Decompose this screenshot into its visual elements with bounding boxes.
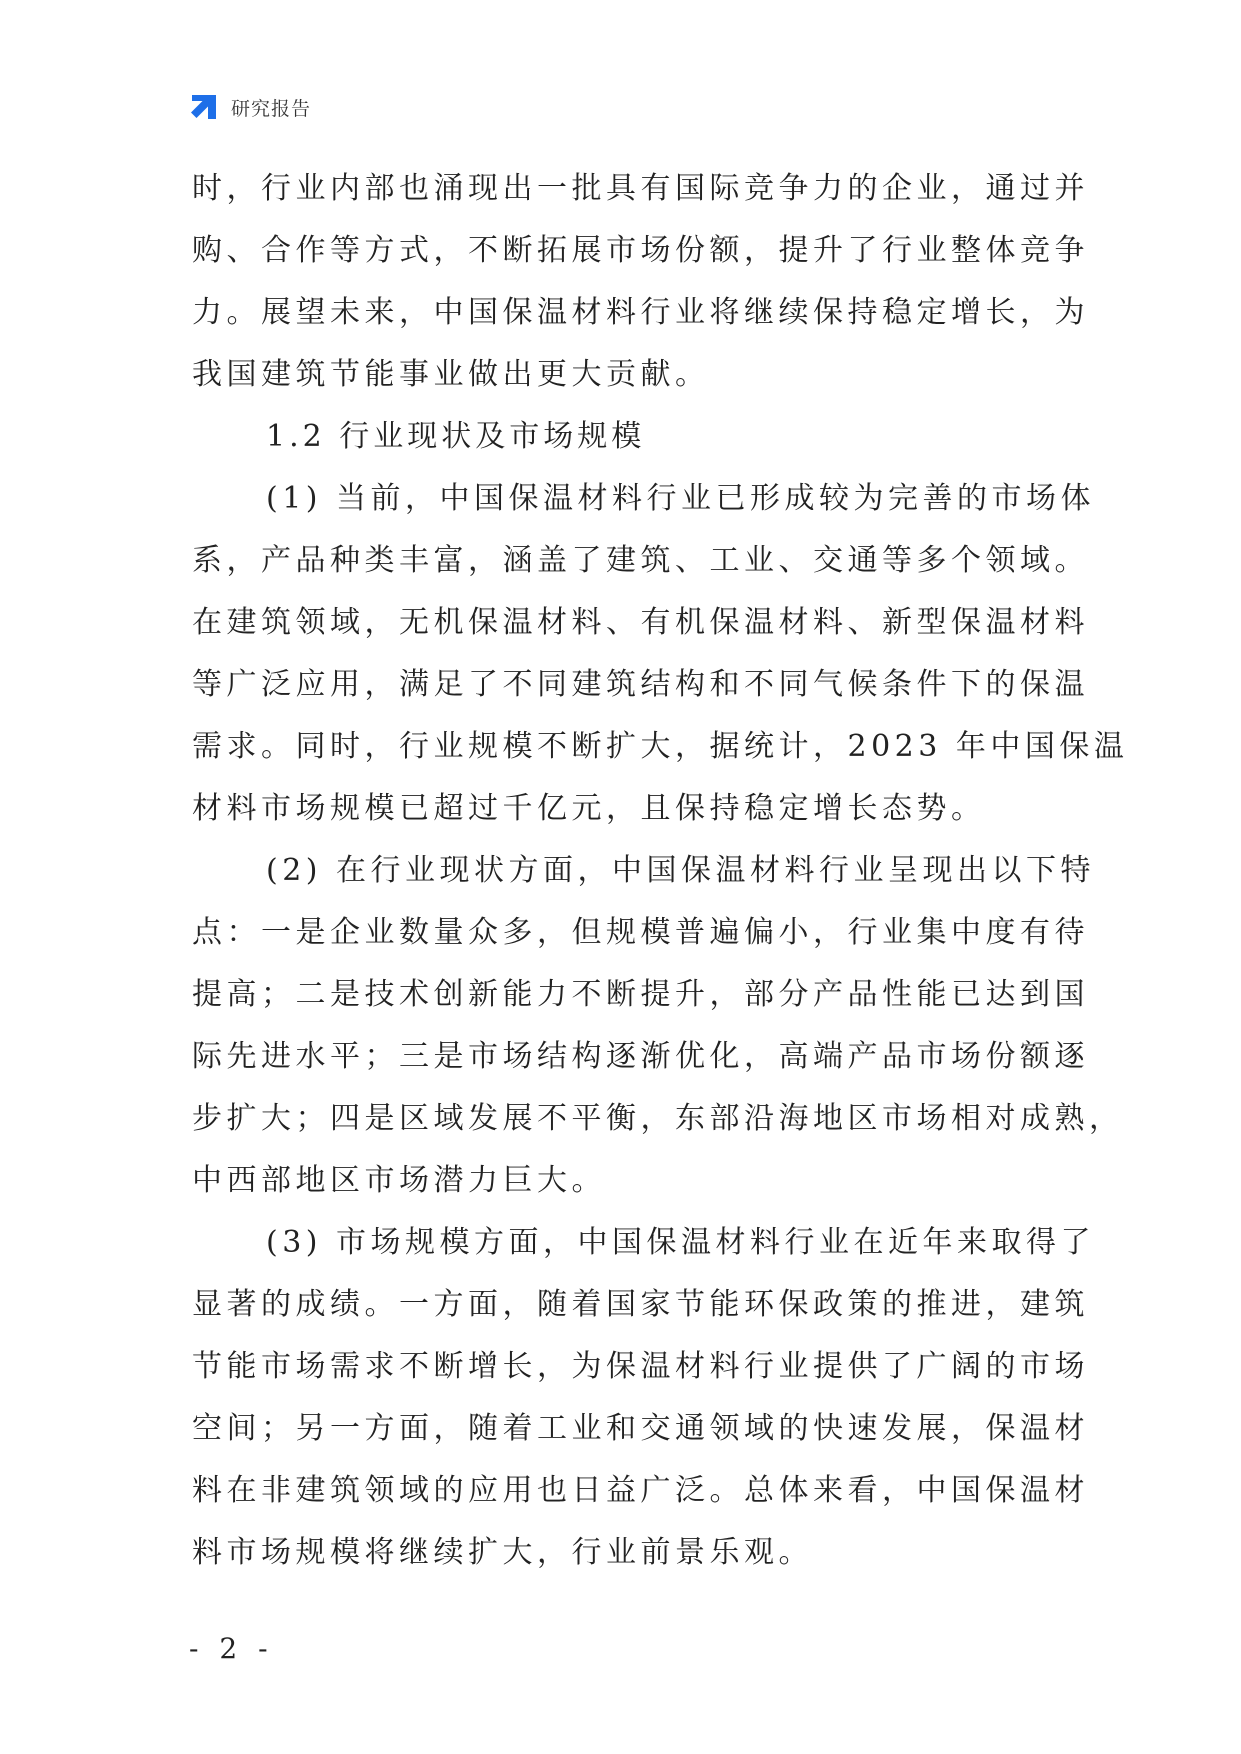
text-line: 空间；另一方面，随着工业和交通领域的快速发展，保温材: [192, 1411, 1089, 1446]
paragraph: [192, 158, 1089, 406]
text-line: 料市场规模将继续扩大，行业前景乐观。: [192, 1535, 813, 1570]
text-line: (1) 当前，中国保温材料行业已形成较为完善的市场体: [266, 481, 1096, 516]
arrow-logo-icon: [188, 91, 220, 123]
text-line: (3) 市场规模方面，中国保温材料行业在近年来取得了: [266, 1225, 1096, 1260]
text-line: 在建筑领域，无机保温材料、有机保温材料、新型保温材料: [192, 605, 1089, 640]
text-line: 力。展望未来，中国保温材料行业将继续保持稳定增长，为: [192, 295, 1089, 330]
text-line: 我国建筑节能事业做出更大贡献。: [192, 357, 710, 392]
text-line: 步扩大；四是区域发展不平衡，东部沿海地区市场相对成熟，: [192, 1101, 1124, 1136]
text-line: 中西部地区市场潜力巨大。: [192, 1163, 606, 1198]
text-line: 点：一是企业数量众多，但规模普遍偏小，行业集中度有待: [192, 915, 1089, 950]
text-line: 际先进水平；三是市场结构逐渐优化，高端产品市场份额逐: [192, 1039, 1089, 1074]
section-heading: 1.2 行业现状及市场规模: [266, 419, 646, 454]
text-line: 料在非建筑领域的应用也日益广泛。总体来看，中国保温材: [192, 1473, 1089, 1508]
text-line: 材料市场规模已超过千亿元，且保持稳定增长态势。: [192, 791, 986, 826]
page-number: - 2 -: [189, 1632, 274, 1665]
text-line: 提高；二是技术创新能力不断提升，部分产品性能已达到国: [192, 977, 1089, 1012]
paragraph: [192, 468, 1129, 840]
text-line: 时，行业内部也涌现出一批具有国际竞争力的企业，通过并: [192, 171, 1089, 206]
page-header: [188, 90, 311, 124]
text-line: 需求。同时，行业规模不断扩大，据统计，2023 年中国保温: [192, 729, 1129, 764]
text-line: 节能市场需求不断增长，为保温材料行业提供了广阔的市场: [192, 1349, 1089, 1384]
document-body: [192, 158, 1129, 1584]
header-title: 研究报告: [231, 97, 312, 120]
text-line: 显著的成绩。一方面，随着国家节能环保政策的推进，建筑: [192, 1287, 1089, 1322]
text-line: 系，产品种类丰富，涵盖了建筑、工业、交通等多个领域。: [192, 543, 1089, 578]
text-line: (2) 在行业现状方面，中国保温材料行业呈现出以下特: [266, 853, 1096, 888]
paragraph: [192, 840, 1124, 1212]
text-line: 等广泛应用，满足了不同建筑结构和不同气候条件下的保温: [192, 667, 1089, 702]
paragraph: [192, 1212, 1096, 1584]
text-line: 购、合作等方式，不断拓展市场份额，提升了行业整体竞争: [192, 233, 1089, 268]
